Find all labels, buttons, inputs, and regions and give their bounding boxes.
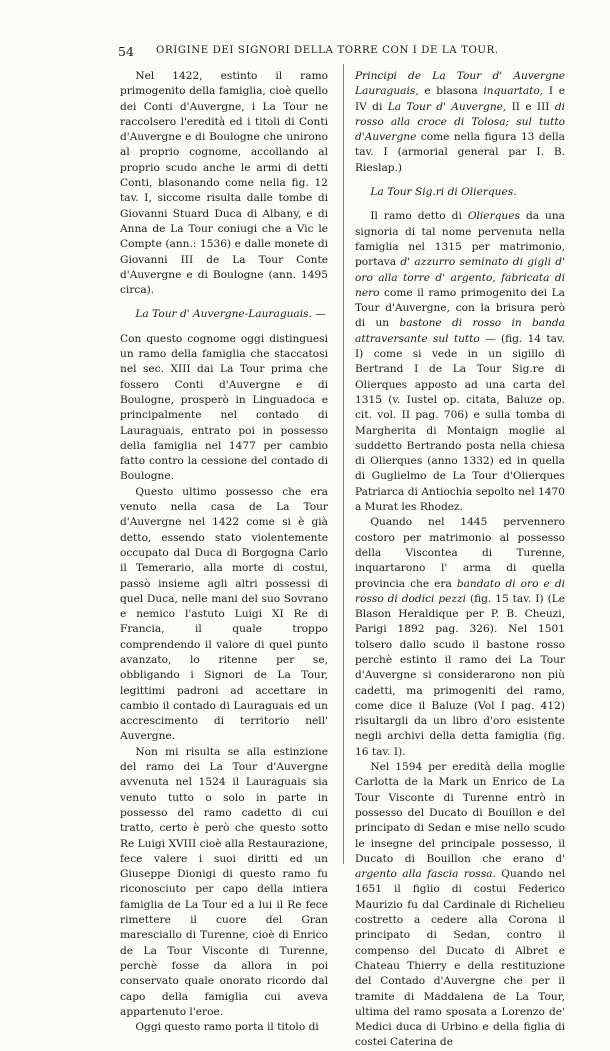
italic-text: Olierques	[467, 210, 520, 223]
text-run: come nella figura 13 della tav. I (armorial general par I. B. Rieslap.)	[355, 131, 565, 174]
text-run: come il ramo primogenito dei La Tour d'Auvergne, con la brisura però di un	[355, 286, 565, 330]
text-run: II e III	[506, 100, 555, 113]
italic-text: bastone di rosso in banda attraversante sul tutto	[355, 317, 565, 345]
italic-text: inquartato,	[483, 85, 544, 98]
heading-dash: —	[311, 308, 326, 321]
column-divider	[343, 64, 344, 864]
paragraph: Nel 1422, estinto il ramo primogenito della famiglia, cioè quello dei Conti d'Auvergne, i La Tour ne raccolsero l'eredità ed i titoli di Conti d'Auvergne e di Boulogne che unirono al proprio cognome, accollando al proprio scudo anche le armi di detti Conti, blasonando come nella fig. 12 tav. I, siccome risulta dalle tombe di Giovanni Stuard Duca di Albany, e di Anna de La Tour coniugi che a Vic le Compte (ann.: 1536) e dalle monete di Giovanni III de La Tour Conte d'Auvergne e di Boulogne (ann. 1495 circa).	[120, 70, 328, 297]
italic-text: di rosso alla croce di Tolosa; sul tutto d'Auvergne	[355, 100, 565, 144]
text-run: (fig. 15 tav. I) (Le Blason Heraldique per P. B. Cheuzi, Parigi 1892 pag. 326). Nel 1501 tolsero dallo scudo il bastone rosso perchè estinto il ramo dei La Tour d'Auvergne si considerarono non più cadetti, ma primogeniti del ramo, come dice il Baluze (Vol I pag. 412) risultargli da un libro d'oro esistente negli archivi della detta famiglia (fig. 16 tav. I).	[355, 592, 566, 758]
heading-text: La Tour d' Auvergne-Lauraguais.	[135, 308, 312, 321]
page-number: 54	[118, 44, 134, 59]
text-run: Il ramo detto di	[370, 210, 468, 223]
section-heading: La Tour Sig.ri di Olierques.	[370, 186, 517, 199]
text-run: Nel 1594 per eredità della moglie Carlotta de la Mark un Enrico de La Tour Visconte di Turenne entrò in possesso del Ducato di Bouillon e del principato di Sedan e mise nello scudo le insegne del principale possesso, il Ducato di Bouillon che erano d'	[355, 761, 565, 865]
text-run: I e IV di	[355, 85, 565, 113]
left-column	[120, 69, 328, 1035]
paragraph	[355, 69, 565, 176]
italic-text: bandato di oro e di rosso di dodici pezzi	[355, 577, 565, 605]
running-title: ORIGINE DEI SIGNORI DELLA TORRE CON I DE LA TOUR.	[156, 45, 499, 56]
text-run: da una signoria di tal nome pervenuta nella famiglia nel 1315 per matrimonio, portava	[355, 210, 566, 269]
italic-text: Principi de La Tour d' Auvergne Lauraguais,	[355, 70, 565, 98]
paragraph	[355, 760, 565, 1051]
paragraph: Con questo cognome oggi distinguesi un ramo della famiglia che staccatosi nel sec. XIII dai La Tour prima che fossero Conti d'Auvergne e di Boulogne, prosperò in Linguadoca e principalmente nel contado di Lauraguais, entrato poi in possesso della famiglia nel 1477 per cambio fatto contro la cessione del contado di Boulogne.	[120, 332, 328, 483]
paragraph: Non mi risulta se alla estinzione del ramo dei La Tour d'Auvergne avvenuta nel 1524 il Lauraguais sia venuto tutto o solo in parte in possesso del ramo cadetto di cui tratto, certo è però che questo sotto Re Luigi XVIII cioè alla Restaurazione, fece valere i suoi diritti ed un Giuseppe Dionigi di questo ramo fu riconosciuto per capo della intiera famiglia de La Tour ed a lui il Re fece rimettere il cuore del Gran maresciallo di Turenne, cioè di Enrico de La Tour Visconte di Turenne, perchè fosse da allora in poi conservato quale onorato ricordo dal capo della famiglia cui aveva appartenuto l'eroe.	[120, 745, 328, 1018]
paragraph: Oggi questo ramo porta il titolo di	[135, 1021, 319, 1034]
italic-text: argento alla fascia rossa.	[355, 868, 496, 881]
text-run: e blasona	[418, 85, 484, 98]
italic-text: d' azzurro seminato di gigli d' oro alla torre d' argento, fabricata di nero	[355, 256, 566, 299]
paragraph	[355, 209, 565, 515]
text-run: Quando nel 1445 pervennero costoro per matrimonio al possesso della Viscontea di Turenne, inquartarono l' arma di quella provincia che era	[355, 516, 565, 590]
right-column	[355, 69, 565, 1051]
paragraph	[355, 515, 565, 760]
text-run: Quando nel 1651 il figlio di costui Federico Maurizio fu dal Cardinale di Richelieu costretto a cedere alla Corona il principato di Sedan, contro il compenso del Ducato di Albret e Chateau Thierry e della restituzione del Contado d'Auvergne che per il tramite di Maddalena de La Tour, ultima del ramo sposata a Lorenzo de' Medici duca di Urbino e della figlia di costei Caterina de	[355, 868, 565, 1049]
running-header	[118, 44, 518, 62]
section-heading	[120, 307, 328, 322]
text-run: — (fig. 14 tav. I) come si vede in un sigillo di Bertrand I de La Tour Sig.re di Olierques apposto ad una carta del 1315 (v. Iustel op. citata, Baluze op. cit. vol. II pag. 706) e sulla tomba di Margherita di Montaign moglie al suddetto Bertrando posta nella chiesa di Olierques (anno 1332) ed in quella di Guglielmo de La Tour d'Olierques Patriarca di Antiochia sepolto nel 1470 a Murat les Rhodez.	[355, 332, 565, 514]
italic-text: La Tour d' Auvergne,	[387, 100, 507, 113]
paragraph: Questo ultimo possesso che era venuto nella casa de La Tour d'Auvergne nel 1422 come si è già detto, essendo stato violentemente occupato dal Duca di Borgogna Carlo il Temerario, alla morte di costui, passò insieme agli altri possessi di quel Duca, nelle mani del suo Sovrano e nemico l'astuto Luigi XI Re di Francia, il quale troppo comprendendo il valore di quel punto avanzato, lo ritenne per se, obbligando i Signori de La Tour, legittimi padroni ad accettare in cambio il contado di Lauraguais ed un accrescimento di territorio nell' Auvergne.	[120, 485, 328, 743]
